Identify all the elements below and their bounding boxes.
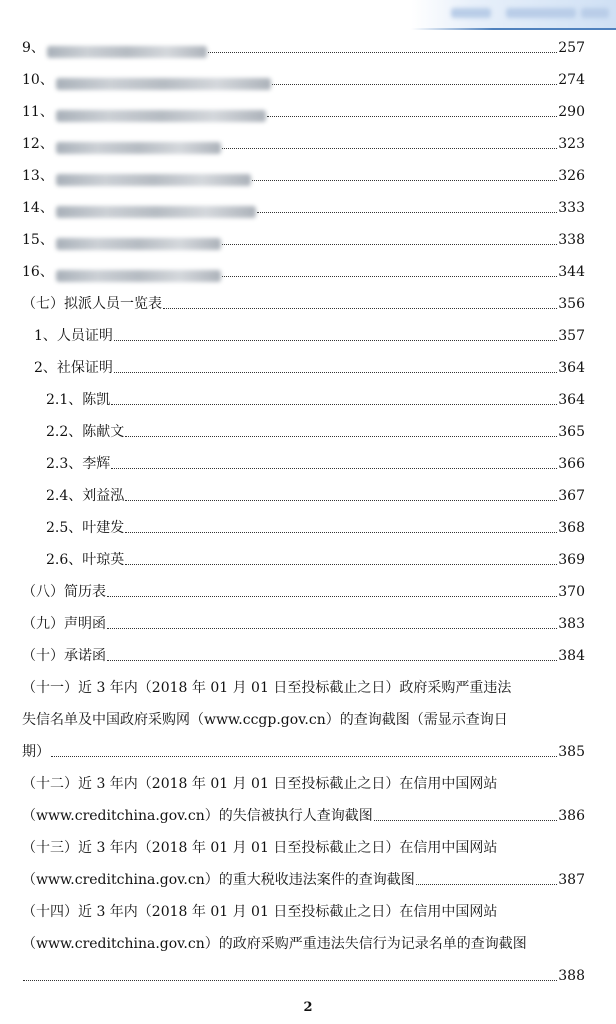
toc-entry-label: 11、	[22, 104, 54, 120]
toc-entry[interactable]	[22, 382, 585, 414]
redacted-text	[56, 174, 251, 186]
toc-entry-page: 364	[558, 360, 585, 376]
toc-entry[interactable]	[22, 446, 585, 478]
toc-entry-page: 364	[558, 392, 585, 408]
toc-entry-page: 365	[558, 424, 585, 440]
toc-entry-label: 14、	[22, 200, 54, 216]
toc-entry-label: 12、	[22, 136, 54, 152]
toc-entry-label: 10、	[22, 72, 54, 88]
toc-entry-page: 387	[558, 872, 585, 888]
toc-entry[interactable]	[22, 478, 585, 510]
toc-entry-label: （十）承诺函	[22, 648, 106, 664]
toc-entry[interactable]	[22, 158, 585, 190]
toc-entry-page: 326	[558, 168, 585, 184]
dot-leader	[257, 212, 557, 213]
toc-entry[interactable]	[22, 606, 585, 638]
toc-entry-label-line: （www.creditchina.gov.cn）的失信被执行人查询截图	[22, 808, 373, 824]
dot-leader	[51, 756, 557, 757]
toc-entry-page: 338	[558, 232, 585, 248]
toc-entry[interactable]	[22, 574, 585, 606]
dot-leader	[125, 532, 557, 533]
toc-entry-page: 357	[558, 328, 585, 344]
toc-entry[interactable]	[22, 286, 585, 318]
toc-entry-label: （九）声明函	[22, 616, 106, 632]
toc-entry-page: 386	[558, 808, 585, 824]
toc-entry-multiline[interactable]	[22, 766, 585, 830]
toc-entry[interactable]	[22, 542, 585, 574]
dot-leader	[114, 340, 557, 341]
redacted-text	[56, 78, 271, 90]
toc-entry[interactable]	[22, 350, 585, 382]
toc-entry[interactable]	[22, 510, 585, 542]
toc-entry-page: 388	[558, 968, 585, 984]
redacted-text	[56, 206, 256, 218]
redacted-text	[56, 142, 221, 154]
toc-entry-multiline[interactable]	[22, 830, 585, 894]
toc-entry-page: 257	[558, 40, 585, 56]
toc-entry-label: （八）简历表	[22, 584, 106, 600]
toc-entry[interactable]	[22, 414, 585, 446]
dot-leader	[252, 180, 557, 181]
toc-entry-page: 368	[558, 520, 585, 536]
toc-entry-page: 370	[558, 584, 585, 600]
dot-leader	[125, 564, 557, 565]
dot-leader	[107, 660, 557, 661]
dot-leader	[222, 276, 557, 277]
toc-entry-page: 367	[558, 488, 585, 504]
page-number: 2	[303, 1000, 313, 1015]
toc-entry-label: 15、	[22, 232, 54, 248]
toc-entry-multiline[interactable]	[22, 670, 585, 766]
redacted-text	[47, 46, 207, 58]
dot-leader	[111, 404, 557, 405]
toc-entry-label: 13、	[22, 168, 54, 184]
header-decoration	[411, 0, 616, 28]
toc-entry-label: 2.6、叶琼英	[46, 552, 125, 568]
toc-entry-page: 385	[558, 744, 585, 760]
toc-entry-label-line: 期）	[22, 744, 50, 760]
dot-leader	[114, 372, 557, 373]
toc-entry[interactable]	[22, 638, 585, 670]
dot-leader	[374, 820, 558, 821]
toc-entry-multiline[interactable]	[22, 894, 585, 990]
dot-leader	[111, 468, 557, 469]
toc-entry[interactable]	[22, 222, 585, 254]
toc-entry-label: 9、	[22, 40, 45, 56]
toc-entry-label-line: （十三）近 3 年内（2018 年 01 月 01 日至投标截止之日）在信用中国网站	[22, 840, 498, 856]
toc-entry-page: 369	[558, 552, 585, 568]
dot-leader	[267, 116, 557, 117]
toc-entry-label-line: （十一）近 3 年内（2018 年 01 月 01 日至投标截止之日）政府采购严重违法	[22, 680, 512, 696]
toc-entry-label-line: （www.creditchina.gov.cn）的政府采购严重违法失信行为记录名单的查询截图	[22, 936, 527, 952]
dot-leader	[222, 244, 557, 245]
toc-entry-label-line: （十四）近 3 年内（2018 年 01 月 01 日至投标截止之日）在信用中国网站	[22, 904, 498, 920]
toc-entry[interactable]	[22, 126, 585, 158]
toc-entry-label: 2、社保证明	[34, 360, 113, 376]
dot-leader	[125, 500, 557, 501]
toc-entry[interactable]	[22, 94, 585, 126]
toc-entry-page: 383	[558, 616, 585, 632]
toc-entry-page: 290	[558, 104, 585, 120]
toc-entry-label: 16、	[22, 264, 54, 280]
toc-entry[interactable]	[22, 62, 585, 94]
toc-entry[interactable]	[22, 318, 585, 350]
dot-leader	[163, 308, 557, 309]
toc-entry-label: （七）拟派人员一览表	[22, 296, 162, 312]
table-of-contents	[22, 30, 585, 990]
redacted-text	[56, 270, 221, 282]
toc-entry-label: 2.4、刘益泓	[46, 488, 125, 504]
toc-entry-page: 356	[558, 296, 585, 312]
toc-entry-page: 366	[558, 456, 585, 472]
toc-entry[interactable]	[22, 30, 585, 62]
dot-leader	[416, 884, 558, 885]
toc-entry-label-line: 失信名单及中国政府采购网（www.ccgp.gov.cn）的查询截图（需显示查询日	[22, 712, 508, 728]
toc-entry-label-line: （www.creditchina.gov.cn）的重大税收违法案件的查询截图	[22, 872, 415, 888]
dot-leader	[23, 980, 557, 981]
dot-leader	[222, 148, 557, 149]
redacted-text	[56, 110, 266, 122]
toc-entry-page: 323	[558, 136, 585, 152]
dot-leader	[208, 52, 557, 53]
toc-entry-label: 2.3、李辉	[46, 456, 111, 472]
dot-leader	[125, 436, 557, 437]
toc-entry[interactable]	[22, 190, 585, 222]
toc-entry-label-line: （十二）近 3 年内（2018 年 01 月 01 日至投标截止之日）在信用中国网站	[22, 776, 498, 792]
toc-entry-page: 344	[558, 264, 585, 280]
dot-leader	[107, 628, 557, 629]
toc-entry-label: 1、人员证明	[34, 328, 113, 344]
redacted-text	[56, 238, 221, 250]
toc-entry-label: 2.2、陈献文	[46, 424, 125, 440]
toc-entry-label: 2.5、叶建发	[46, 520, 125, 536]
toc-entry-page: 333	[558, 200, 585, 216]
toc-entry-page: 274	[558, 72, 585, 88]
toc-entry-label: 2.1、陈凯	[46, 392, 111, 408]
dot-leader	[107, 596, 557, 597]
dot-leader	[272, 84, 557, 85]
toc-entry-page: 384	[558, 648, 585, 664]
toc-entry[interactable]	[22, 254, 585, 286]
